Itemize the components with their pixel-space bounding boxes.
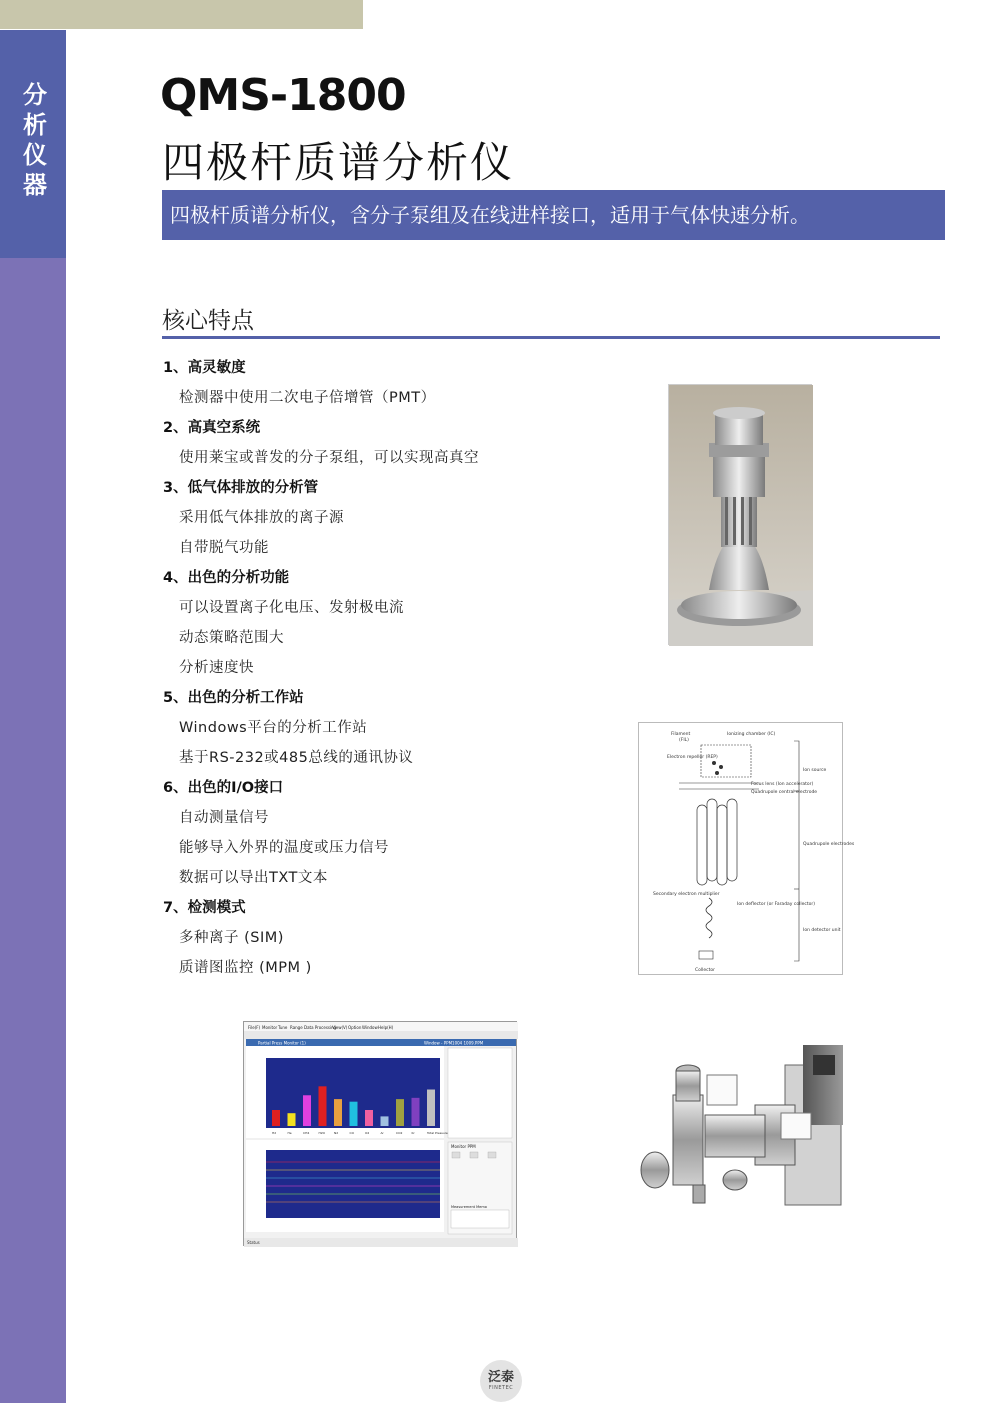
legend-panel: [448, 1048, 512, 1138]
analyzer-photo: [668, 384, 812, 645]
feature-list: [163, 356, 633, 986]
logo-cn: 泛泰: [487, 1370, 514, 1385]
bar-label: He: [287, 1131, 292, 1135]
bar-label: H2O: [318, 1131, 326, 1135]
menu-item[interactable]: Option: [348, 1025, 362, 1030]
monitor-panel-title: Monitor PPM: [451, 1144, 476, 1149]
label-filament-sub: (FIL): [679, 738, 689, 743]
feature-item: 数据可以导出TXT文本: [179, 870, 328, 886]
bar-co2: [396, 1099, 404, 1126]
model-number: QMS-1800: [160, 70, 406, 121]
bar-label: CO: [349, 1131, 354, 1135]
bar-label: H2: [272, 1131, 277, 1135]
bar-o2: [365, 1110, 373, 1126]
bar-label: Ar: [380, 1131, 384, 1135]
menu-item[interactable]: Data Processing: [304, 1025, 337, 1030]
bar-he: [288, 1113, 296, 1126]
top-accent-bar: [0, 0, 363, 29]
status-bar: Status: [247, 1240, 260, 1245]
label-ion-source: Ion source: [803, 768, 827, 773]
feature-item: 检测器中使用二次电子倍增管（PMT）: [179, 390, 436, 406]
bar-label: O2: [365, 1131, 370, 1135]
feature-group: [163, 896, 633, 986]
label-ionizing-chamber: Ionizing chamber (IC): [727, 732, 776, 737]
label-electron-repeller: Electron repeller (REP): [667, 755, 718, 760]
memo-field[interactable]: [451, 1210, 509, 1228]
section-divider: [162, 336, 940, 339]
trend-plot-area: [266, 1150, 440, 1218]
bar-total-pressure: [427, 1090, 435, 1126]
feature-item: 自带脱气功能: [179, 540, 269, 556]
cad-render: [635, 1035, 850, 1215]
feature-group: [163, 416, 633, 476]
feature-item: 自动测量信号: [179, 810, 269, 826]
feature-item: 使用莱宝或普发的分子泵组，可以实现高真空: [179, 450, 479, 466]
category-tab: [0, 30, 66, 258]
feature-title: 2、高真空系统: [163, 420, 261, 436]
feature-item: 基于RS-232或485总线的通讯协议: [179, 750, 414, 766]
instrument-cad-illustration: [635, 1035, 850, 1215]
stop-button[interactable]: [488, 1152, 496, 1158]
play-button[interactable]: [452, 1152, 460, 1158]
bar-h2: [272, 1110, 280, 1126]
feature-group: [163, 566, 633, 686]
label-collector: Collector: [695, 968, 716, 973]
feature-title: 6、出色的I/O接口: [163, 780, 284, 796]
feature-group: [163, 356, 633, 416]
label-ion-detector-unit: Ion detector unit: [803, 928, 841, 933]
memo-label: Measurement Memo: [451, 1205, 487, 1209]
bar-label: Kr: [411, 1131, 415, 1135]
feature-group: [163, 476, 633, 566]
category-label: 分析仪器: [18, 82, 47, 202]
logo-en: FINETEC: [488, 1385, 514, 1391]
feature-item: 采用低气体排放的离子源: [179, 510, 344, 526]
feature-group: [163, 776, 633, 896]
bar-kr: [412, 1098, 420, 1126]
quadrupole-schematic: [639, 723, 855, 976]
feature-item: 可以设置离子化电压、发射极电流: [179, 600, 404, 616]
menu-item[interactable]: Range: [290, 1025, 303, 1030]
feature-item: 多种离子 (SIM): [179, 930, 284, 946]
feature-title: 5、出色的分析工作站: [163, 690, 304, 706]
workstation-window: [244, 1022, 518, 1247]
feature-item: 质谱图监控 (MPM ): [179, 960, 312, 976]
summary-banner: 四极杆质谱分析仪，含分子泵组及在线进样接口，适用于气体快速分析。: [162, 190, 945, 240]
feature-item: 动态策略范围大: [179, 630, 284, 646]
bar-label: CO2: [396, 1131, 403, 1135]
menu-item[interactable]: Monitor: [262, 1025, 278, 1030]
bar-ar: [381, 1116, 389, 1126]
menu-bar: [248, 1025, 394, 1030]
feature-title: 3、低气体排放的分析管: [163, 480, 319, 496]
bar-h2o: [319, 1086, 327, 1126]
label-filament: Filament: [671, 732, 691, 737]
bar-ch4: [303, 1095, 311, 1126]
menu-item[interactable]: File(F): [248, 1025, 261, 1030]
feature-title: 7、检测模式: [163, 900, 246, 916]
label-secondary-electron-multiplier: Secondary electron multiplier: [653, 892, 720, 897]
company-logo: [480, 1360, 522, 1402]
feature-group: [163, 686, 633, 776]
feature-item: Windows平台的分析工作站: [179, 720, 368, 736]
product-title: 四极杆质谱分析仪: [162, 138, 515, 187]
menu-item[interactable]: Window: [362, 1025, 378, 1030]
menu-item[interactable]: View(V): [332, 1025, 348, 1030]
label-quadrupole: Quadrupole electrodes: [803, 842, 855, 847]
bar-label: CH4: [303, 1131, 310, 1135]
label-ion-deflector: Ion deflector (or Faraday collector): [737, 902, 815, 907]
bar-co: [350, 1102, 358, 1126]
feature-title: 4、出色的分析功能: [163, 570, 290, 586]
bar-label: Total Pressure: [427, 1131, 448, 1135]
section-title: 核心特点: [162, 308, 254, 334]
pause-button[interactable]: [470, 1152, 478, 1158]
feature-item: 分析速度快: [179, 660, 254, 676]
analyzer-illustration: [669, 385, 813, 646]
feature-item: 能够导入外界的温度或压力信号: [179, 840, 389, 856]
software-screenshot: [243, 1021, 517, 1246]
bar-n2: [334, 1099, 342, 1126]
menu-item[interactable]: Help(H): [378, 1025, 394, 1030]
window-right-title: Window - PPM1004 1009.PPM: [424, 1040, 484, 1046]
schematic-diagram: [638, 722, 855, 975]
feature-title: 1、高灵敏度: [163, 360, 246, 376]
window-title: Partial Press Monitor (1): [258, 1040, 306, 1046]
bar-label: N2: [334, 1131, 339, 1135]
label-focus-lens: Focus lens (Ion accelerator): [751, 782, 814, 787]
menu-item[interactable]: Tune: [278, 1025, 288, 1030]
label-central-electrode: Quadrupole central electrode: [751, 790, 818, 795]
